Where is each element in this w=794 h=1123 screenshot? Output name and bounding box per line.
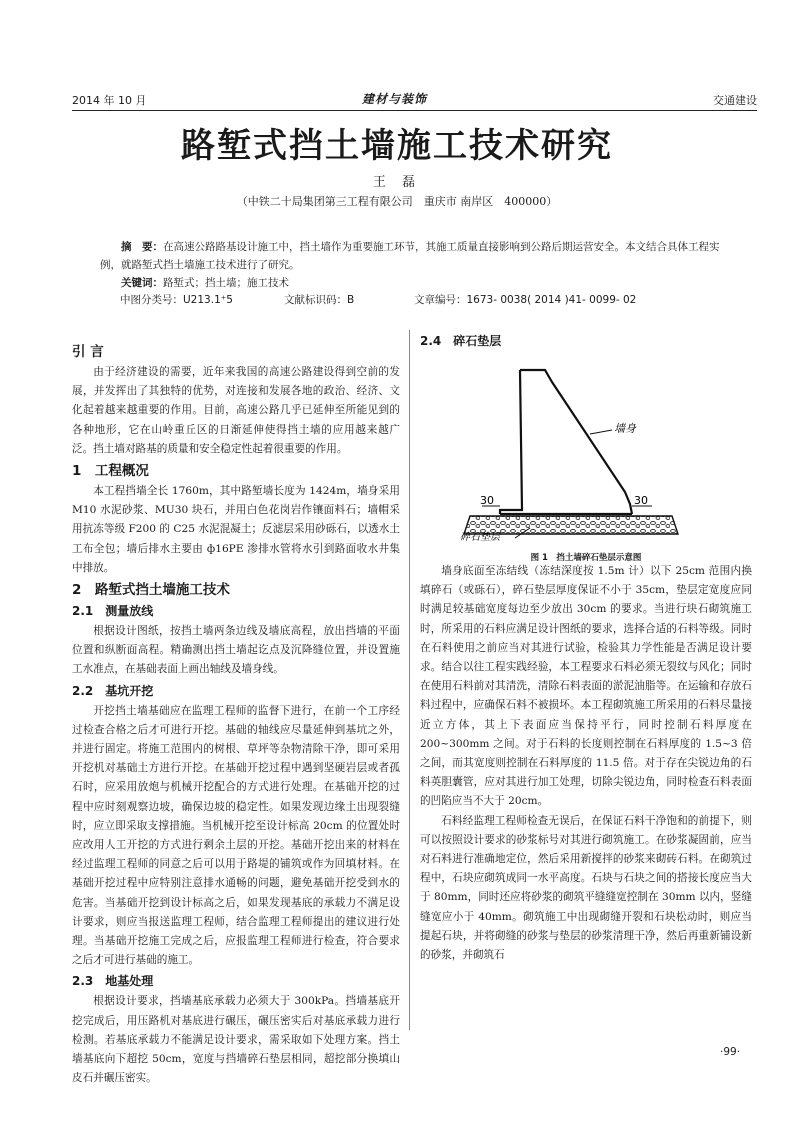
column-separator: [409, 330, 410, 1030]
intro-heading: 引 言: [72, 344, 104, 360]
dimension-right-label: 30: [634, 494, 648, 507]
article-affiliation: （中铁二十局集团第三工程有限公司 重庆市 南岸区 400000）: [236, 195, 558, 208]
header-rule: [72, 110, 757, 111]
section-2-2-heading: 2.2 基坑开挖: [72, 683, 154, 698]
wall-front-face: [500, 370, 522, 514]
section-1-heading: 1 工程概况: [72, 463, 149, 480]
section-2-4-paragraph-2: 石料经监理工程师检查无误后，在保证石料干净饱和的前提下，则可以按照设计要求的砂浆标号对其进行砌筑施工。在砂浆凝固前，应当对石料进行准确地定位，然后采用新搅拌的砂浆来砌砖石料。在砌筑过程中，石块应砌筑成同一水平高度。石块与石块之间的搭接长度应当大于 80mm，同时还应将砂浆的砌筑平缝缝宽控制在 30mm 以内，竖缝缝宽应小于 40mm。砌筑施工中出现砌缝开裂和石块松动时，则应当提起石块，并将砌缝的砂浆与垫层的砂浆清理干净，然后再重新铺设新的砂浆，并砌筑石: [420, 814, 752, 962]
wall-back-face: [520, 370, 632, 514]
section-2-3-heading: 2.3 地基处理: [72, 974, 154, 989]
article-title: 路堑式挡土墙施工技术研究: [181, 126, 613, 166]
article-number: 文章编号：1673- 0038( 2014 )41- 0099- 02: [414, 294, 637, 306]
section-2-3-paragraph: 根据设计要求，挡墙基底承载力必须大于 300kPa。挡墙基底开挖完成后，用压路机对基底进行碾压，碾压密实后对基底承载力进行检测。若基底承载力不能满足设计要求，需采取如下处理方案。挡土墙基底向下超挖 50cm，宽度与挡墙碎石垫层相同，超挖部分换填山皮石并碾压密实。: [72, 995, 400, 1085]
section-1-paragraph: 本工程挡墙全长 1760m，其中路堑墙长度为 1424m，墙身采用 M10 水泥砂浆、MU30 块石，并用白色花岗岩作镶面料石；墙帽采用抗冻等级 F200 的 C25 水泥混凝土；反滤层采用砂砾石，以透水土工布全包；墙后排水主要由 ф16PE 渗排水管将水引到路面收水井集中排放。: [72, 485, 400, 574]
abstract-block: [100, 238, 725, 292]
abstract-label: 摘 要：: [121, 241, 163, 253]
figure-1-caption: 图 1 挡土墙碎石垫层示意图: [530, 553, 642, 564]
clc-number: 中图分类号：U213.1⁺5: [120, 294, 233, 306]
left-column: [72, 340, 400, 1089]
section-2-1-heading: 2.1 测量放线: [72, 604, 154, 619]
wall-label-leader: [590, 430, 612, 434]
keywords-label: 关键词：: [121, 277, 163, 289]
document-code: 文献标识码：B: [284, 294, 355, 306]
header-section: 交通建设: [713, 94, 757, 107]
retaining-wall-diagram: [420, 352, 752, 542]
journal-logo: 建材与装饰: [362, 92, 428, 106]
pad-label: 碎石垫层: [460, 532, 500, 542]
right-column: [420, 330, 752, 965]
article-author: 王 磊: [372, 175, 422, 190]
figure-1: [420, 352, 752, 562]
section-2-4-heading: 2.4 碎石垫层: [420, 334, 502, 348]
section-2-4-paragraph-1: 墙身底面至冻结线（冻结深度按 1.5m 计）以下 25cm 范围内换填碎石（或砾石），碎石垫层厚度保证不小于 35cm，垫层定宽度应同时满足较基础宽度每边至少放出 30cm 的要求。当进行块石砌筑施工时，所采用的石料应满足设计图纸的要求，选择合适的石料等级。同时在石料使用之前应当对其进行试验，检验其力学性能是否满足设计要求。结合以往工程实践经验，本工程要求石料必须无裂纹与风化；同时在使用石料前对其清洗，清除石料表面的淤泥油脂等。在运输和存放石料过程中，应确保石料不被损坏。本工程砌筑施工所采用的石料尽量接近立方体，其上下表面应当保持平行，同时控制石料厚度在 200~300mm 之间。对于石料的长度则控制在石料厚度的 1.5~3 倍之间，而其宽度则控制在石料厚度的 11.5 倍。对于存在尖锐边角的石料英胆囊管，应对其进行加工处理，切除尖锐边角，同时检查石料表面的凹陷应当不大于 20cm。: [420, 565, 752, 808]
header-date: 2014 年 10 月: [72, 94, 147, 107]
page-number: ·99·: [720, 1046, 741, 1058]
section-2-1-paragraph: 根据设计图纸，按挡土墙两条边线及墙底高程，放出挡墙的平面位置和纵断面高程。精确测出挡土墙起讫点及沉降缝位置，并设置施工水准点，在基础表面上画出轴线及墙身线。: [72, 625, 400, 676]
wall-label: 墙身: [614, 422, 636, 435]
dimension-left-label: 30: [480, 494, 494, 507]
section-2-heading: 2 路堑式挡土墙施工技术: [72, 582, 230, 599]
abstract-text: 在高速公路路基设计施工中，挡土墙作为重要施工环节，其施工质量直接影响到公路后期运营安全。本文结合具体工程实例，就路堑式挡土墙施工技术进行了研究。: [100, 241, 720, 271]
section-2-2-paragraph: 开挖挡土墙基础应在监理工程师的监督下进行，在前一个工序经过检查合格之后才可进行开挖。基础的轴线应尽量延伸到基坑之外，并进行固定。将施工范围内的树根、草坪等杂物清除干净，即可采用开挖机对基础土方进行开挖。在基础开挖过程中遇到坚硬岩层或者孤石时，应采用放炮与机械开挖配合的方式进行处理。在基础开挖的过程中应时刻观察边坡，确保边坡的稳定性。如果发现边缘土出现裂缝时，应立即采取支撑措施。当机械开挖至设计标高 20cm 的位置处时应改用人工开挖的方式进行剩余土层的开挖。基础开挖出来的材料在经过监理工程师的同意之后可以用于路堤的铺筑或作为回填材料。在基础开挖过程中应特别注意排水通畅的问题，避免基础开挖受到水的危害。当基础开挖到设计标高之后，如果发现基底的承载力不满足设计要求，则应当报送监理工程师，结合监理工程师提出的建议进行处理。当基础开挖施工完成之后，应报监理工程师进行检查，符合要求之后才可进行基础的施工。: [72, 704, 400, 967]
keywords-text: 路堑式；挡土墙；施工技术: [163, 277, 289, 289]
intro-paragraph: 由于经济建设的需要，近年来我国的高速公路建设得到空前的发展，并发挥出了其独特的优势，对连接和发展各地的政治、经济、文化起着越来越重要的作用。目前，高速公路几乎已延伸至所能见到的各种地形，它在山岭重丘区的日渐延伸使得挡土墙的应用越来越广泛。挡土墙对路基的质量和安全稳定性起着很重要的作用。: [72, 366, 400, 455]
